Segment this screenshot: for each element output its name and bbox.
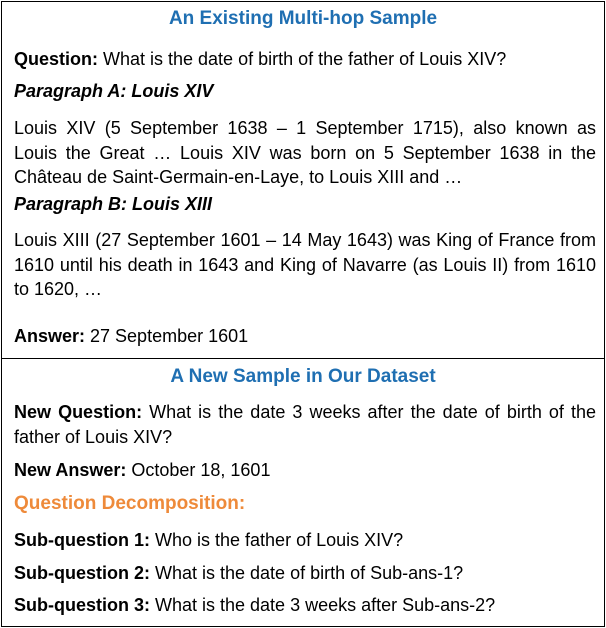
paragraph-a-text: Louis XIV (5 September 1638 – 1 September 1715), also known as Louis the Great … Louis XIV was born on 5 September 1638 in the Château de Saint-Germain-en-Laye, to Louis XIII and … — [14, 118, 596, 187]
new-answer-label: New Answer: — [14, 460, 127, 480]
paragraph-b-heading — [14, 192, 596, 216]
answer-label: Answer: — [14, 326, 86, 346]
paragraph-a-heading-text: Paragraph A: Louis XIV — [14, 81, 214, 101]
sub-question-3-label: Sub-question 3: — [14, 595, 150, 615]
question-text: What is the date of birth of the father of Louis XIV? — [98, 49, 507, 69]
sub-question-2-label: Sub-question 2: — [14, 563, 150, 583]
question-label: Question: — [14, 49, 98, 69]
new-answer-text: October 18, 1601 — [126, 460, 271, 480]
new-sample-title: A New Sample in Our Dataset — [170, 366, 436, 387]
sub-question-2-text: What is the date of birth of Sub-ans-1? — [150, 563, 464, 583]
new-question-text: What is the date 3 weeks after the date of birth of the father of Louis XIV? — [14, 402, 596, 447]
new-question-label: New Question: — [14, 402, 143, 422]
existing-answer — [14, 324, 596, 348]
sub-question-3 — [14, 593, 596, 617]
section-divider — [2, 358, 604, 359]
paragraph-b-heading-text: Paragraph B: Louis XIII — [14, 194, 213, 214]
existing-sample-title: An Existing Multi-hop Sample — [168, 8, 438, 29]
decomposition-heading — [14, 491, 596, 516]
sub-question-2 — [14, 561, 596, 585]
decomposition-heading-text: Question Decomposition: — [14, 493, 246, 514]
sub-question-1-label: Sub-question 1: — [14, 530, 150, 550]
answer-text: 27 September 1601 — [85, 326, 249, 346]
sub-question-3-text: What is the date 3 weeks after Sub-ans-2? — [150, 595, 496, 615]
sub-question-1 — [14, 528, 596, 552]
new-question — [14, 400, 596, 449]
existing-question — [14, 47, 596, 71]
paragraph-b-text: Louis XIII (27 September 1601 – 14 May 1643) was King of France from 1610 until his death in 1643 and King of Navarre (as Louis II) from 1610 to 1620, … — [14, 230, 596, 299]
paragraph-a-heading — [14, 79, 596, 103]
new-answer — [14, 458, 596, 482]
sub-question-1-text: Who is the father of Louis XIV? — [150, 530, 404, 550]
figure-panel — [1, 1, 605, 627]
